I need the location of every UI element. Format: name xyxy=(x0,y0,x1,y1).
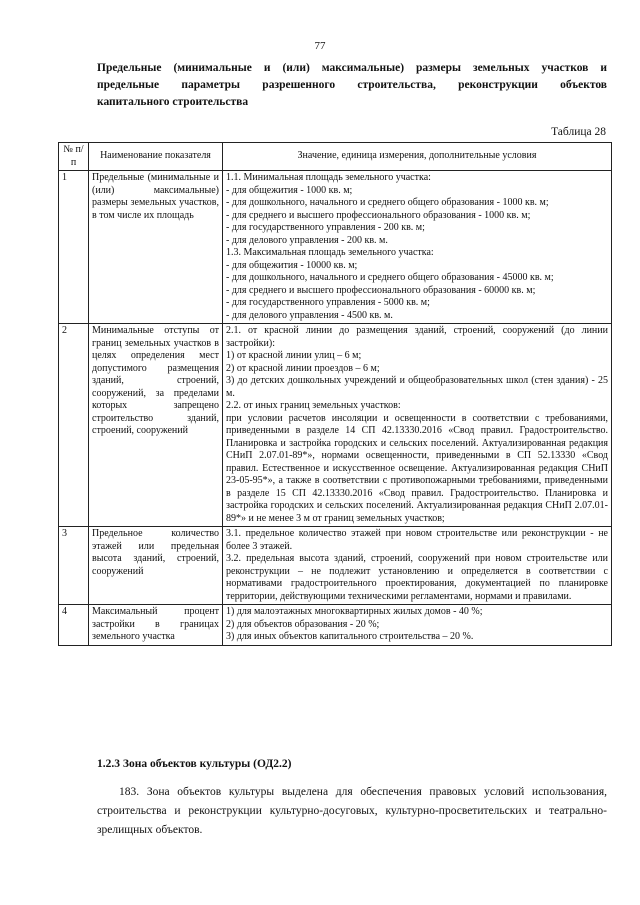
condition-line: 1) для малоэтажных многоквартирных жилых домов - 40 %; xyxy=(226,606,483,617)
condition-line: 1.3. Максимальная площадь земельного участка: xyxy=(226,247,434,258)
condition-line: при условии расчетов инсоляции и освещенности в соответствии с требованиями, приведенными в разделе 14 СП 42.13330.2016 «Свод правил. Градостроительство. Планировка и застройка городских и сельских поселений. Актуализированная редакция СНиП 2.07.01-89*», нормами освещенности, приведенными в СП 52.13330 «Свод правил. Естественное и искусственное освещение. Актуализированная редакция СНиП 23-05-95*», а также в соответствии с противопожарными требованиями, приведенными в разделе 15 СП 42.13330.2016 «Свод правил. Градостроительство. Планировка и застройка городских и сельских поселений. Актуализированная редакция СНиП 2.07.01-89*» и не менее 3 м от границ земельных участков; xyxy=(226,412,608,524)
condition-line: - для среднего и высшего профессионального образования - 60000 кв. м; xyxy=(226,284,536,296)
condition-line: 2) от красной линии проездов – 6 м; xyxy=(226,362,380,374)
header-number: № п/п xyxy=(59,143,89,171)
header-conditions: Значение, единица измерения, дополнительные условия xyxy=(223,143,612,171)
condition-line: - для государственного управления - 5000 кв. м; xyxy=(226,297,430,308)
condition-line: 3) до детских дошкольных учреждений и общеобразовательных школ (стен здания) - 25 м. xyxy=(226,375,608,399)
condition-line: 3) для иных объектов капитального строительства – 20 %. xyxy=(226,631,474,642)
heading-line: капитального строительства xyxy=(97,96,249,108)
row-name: Предельное количество этажей или предельная высота зданий, строений, сооружений xyxy=(89,527,223,605)
condition-line: 2.1. от красной линии до размещения зданий, строений, сооружений (до линии застройки): xyxy=(226,325,608,349)
condition-line: - для общежития - 10000 кв. м; xyxy=(226,259,358,271)
row-conditions xyxy=(223,527,612,605)
table-row xyxy=(59,171,612,324)
condition-line: - для среднего и высшего профессионального образования - 1000 кв. м; xyxy=(226,209,531,221)
condition-line: 3.2. предельная высота зданий, строений, сооружений при новом строительстве или реконструкции – не подлежит установлению и определяется в соответствии с нормативами градостроительного проектирования, документацией по планировке территории, действующими техническими регламентами, нормами и правилами. xyxy=(226,553,608,602)
heading-line: предельные параметры разрешенного строительства, реконструкции объектов xyxy=(97,79,607,91)
condition-line: - для дошкольного, начального и среднего общего образования - 45000 кв. м; xyxy=(226,272,554,283)
table-row xyxy=(59,324,612,527)
table-label: Таблица 28 xyxy=(551,126,606,138)
table-header-row xyxy=(59,143,612,171)
section-heading xyxy=(97,60,607,111)
body-paragraph: 183. Зона объектов культуры выделена для обеспечения правовых условий использования, строительства и реконструкции культурно-досуговых, культурно-просветительских и театрально-зрелищных объектов. xyxy=(97,786,607,836)
row-name: Минимальные отступы от границ земельных участков в целях определения мест допустимого размещения зданий, строений, сооружений, за пределами которых запрещено строительство зданий, строений, сооружений xyxy=(89,324,223,527)
row-name: Максимальный процент застройки в границах земельного участка xyxy=(89,605,223,646)
condition-line: 1) от красной линии улиц – 6 м; xyxy=(226,350,362,361)
row-name: Предельные (минимальные и (или) максимальные) размеры земельных участков, в том числе их площадь xyxy=(89,171,223,324)
condition-line: - для общежития - 1000 кв. м; xyxy=(226,184,353,196)
row-conditions xyxy=(223,605,612,646)
condition-line: 2) для объектов образования - 20 %; xyxy=(226,618,380,630)
row-number: 2 xyxy=(59,324,89,527)
row-number: 3 xyxy=(59,527,89,605)
condition-line: - для государственного управления - 200 кв. м; xyxy=(226,222,425,233)
condition-line: - для дошкольного, начального и среднего общего образования - 1000 кв. м; xyxy=(226,197,549,208)
condition-line: - для делового управления - 200 кв. м. xyxy=(226,234,388,246)
parameters-table xyxy=(58,142,612,646)
heading-line: Предельные (минимальные и (или) максимальные) размеры земельных участков и xyxy=(97,62,607,74)
condition-line: 3.1. предельное количество этажей при новом строительстве или реконструкции - не более 3 этажей. xyxy=(226,528,608,552)
page-number: 77 xyxy=(314,40,326,52)
condition-line: - для делового управления - 4500 кв. м. xyxy=(226,309,393,321)
condition-line: 2.2. от иных границ земельных участков: xyxy=(226,400,401,411)
condition-line: 1.1. Минимальная площадь земельного участка: xyxy=(226,172,431,183)
row-number: 4 xyxy=(59,605,89,646)
subsection-heading: 1.2.3 Зона объектов культуры (ОД2.2) xyxy=(97,758,292,770)
header-name: Наименование показателя xyxy=(89,143,223,171)
row-conditions xyxy=(223,171,612,324)
table-row xyxy=(59,605,612,646)
row-conditions xyxy=(223,324,612,527)
table-row xyxy=(59,527,612,605)
row-number: 1 xyxy=(59,171,89,324)
